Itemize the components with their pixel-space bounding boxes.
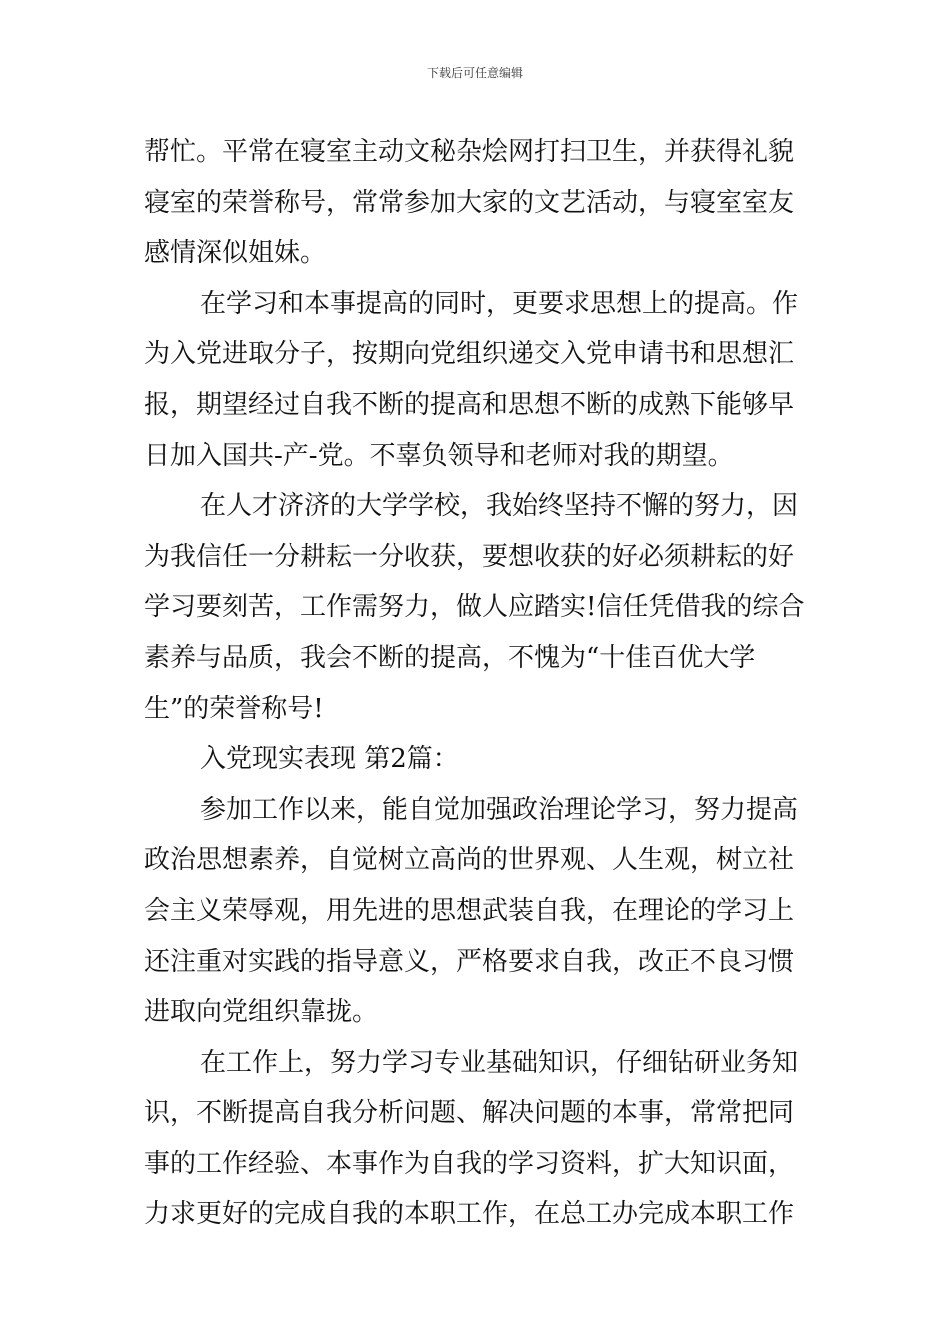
text-line: 帮忙。平常在寝室主动文秘杂烩网打扫卫生，并获得礼貌 bbox=[144, 137, 795, 167]
text-line: 生”的荣誉称号! bbox=[144, 693, 324, 724]
text-line: 会主义荣辱观，用先进的思想武装自我，在理论的学习上 bbox=[144, 895, 795, 926]
paragraph-start-line: 在工作上，努力学习专业基础知识，仔细钻研业务知 bbox=[200, 1047, 799, 1078]
text-line: 力求更好的完成自我的本职工作，在总工办完成本职工作 bbox=[144, 1199, 795, 1230]
text-line: 寝室的荣誉称号，常常参加大家的文艺活动，与寝室室友 bbox=[144, 187, 795, 218]
section-heading: 入党现实表现 第2篇： bbox=[200, 744, 459, 775]
text-line: 日加入国共-产-党。不辜负领导和老师对我的期望。 bbox=[144, 440, 734, 471]
text-line: 感情深似姐妹。 bbox=[144, 238, 327, 269]
text-line: 还注重对实践的指导意义，严格要求自我，改正不良习惯 bbox=[144, 946, 795, 977]
text-line: 为入党进取分子，按期向党组织递交入党申请书和思想汇 bbox=[144, 339, 795, 370]
text-line: 识，不断提高自我分析问题、解决问题的本事，常常把同 bbox=[144, 1098, 795, 1129]
text-line: 为我信任一分耕耘一分收获，要想收获的好必须耕耘的好 bbox=[144, 541, 795, 572]
page-header: 下载后可任意编辑 bbox=[426, 66, 523, 80]
text-line: 政治思想素养，自觉树立高尚的世界观、人生观，树立社 bbox=[144, 845, 795, 876]
paragraph-start-line: 在人才济济的大学学校，我始终坚持不懈的努力，因 bbox=[200, 491, 799, 522]
text-line: 素养与品质，我会不断的提高，不愧为“十佳百优大学 bbox=[144, 642, 756, 673]
text-line: 报，期望经过自我不断的提高和思想不断的成熟下能够早 bbox=[144, 389, 795, 420]
text-line: 学习要刻苦，工作需努力，做人应踏实!信任凭借我的综合 bbox=[144, 592, 805, 623]
text-line: 事的工作经验、本事作为自我的学习资料，扩大知识面， bbox=[144, 1148, 795, 1179]
document-body bbox=[144, 127, 810, 1240]
paragraph-start-line: 在学习和本事提高的同时，更要求思想上的提高。作 bbox=[200, 288, 799, 319]
text-line: 进取向党组织靠拢。 bbox=[144, 997, 379, 1028]
paragraph-start-line: 参加工作以来，能自觉加强政治理论学习，努力提高 bbox=[200, 794, 799, 825]
